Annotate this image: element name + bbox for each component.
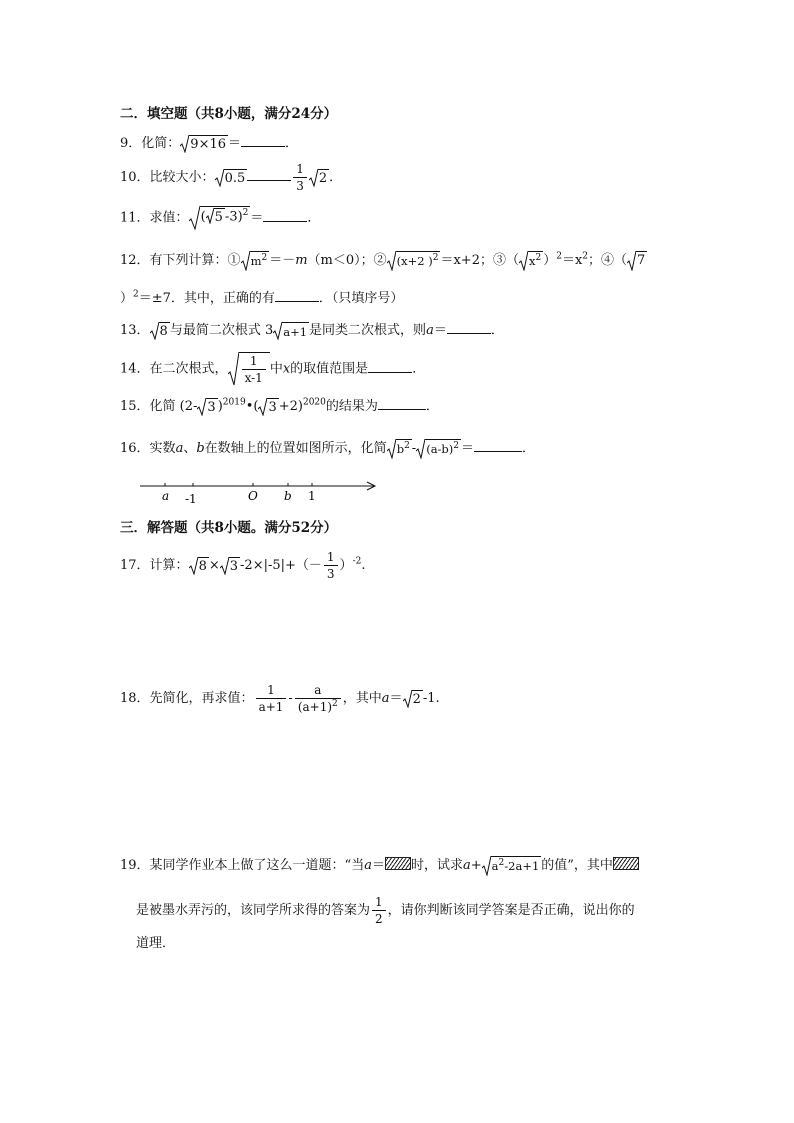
- question-number: 16．: [120, 441, 150, 456]
- equals: ＝: [389, 691, 403, 706]
- number-line: [140, 478, 380, 508]
- radicand: 0.5: [224, 170, 246, 186]
- question-13: [120, 320, 504, 342]
- fraction: [324, 550, 338, 581]
- question-text: 有下列计算：①: [149, 253, 241, 268]
- question-text: 中: [269, 361, 283, 377]
- fraction: [293, 162, 307, 193]
- exponent: -2: [352, 556, 362, 567]
- variable: a: [426, 323, 434, 338]
- separator: 、: [183, 441, 197, 456]
- question-14: [120, 352, 425, 386]
- paren: ）: [339, 558, 353, 573]
- expression: （m＜0）；②: [307, 253, 387, 268]
- answer-blank[interactable]: [275, 289, 319, 302]
- variable: a: [463, 858, 471, 873]
- period: ．: [490, 323, 504, 338]
- radicand: 8: [159, 323, 168, 339]
- question-11: [120, 206, 320, 230]
- expression: +2): [278, 399, 303, 414]
- section-title: 二．填空题（共8小题，满分24分）: [120, 106, 338, 122]
- question-text: 求值：: [149, 210, 189, 226]
- numerator: 1: [375, 895, 383, 909]
- answer-blank[interactable]: [368, 360, 412, 373]
- question-text: 是被墨水弄污的，该同学所求得的答案为: [136, 903, 371, 918]
- period: ．: [412, 361, 426, 377]
- period: ．: [307, 210, 321, 226]
- radicand: $a^2-2a+1$: [491, 856, 542, 876]
- ink-smudge-icon: [385, 857, 411, 870]
- radicand: 5: [214, 210, 223, 225]
- denominator: 2: [372, 910, 386, 926]
- paren: ）: [120, 291, 134, 306]
- question-15: [120, 396, 439, 418]
- question-12-cont: [120, 288, 403, 310]
- question-number: 17．: [120, 558, 150, 573]
- question-number: 18．: [120, 691, 150, 706]
- question-text: 先简化，再求值：: [149, 691, 254, 706]
- exponent: 2: [582, 251, 589, 262]
- expression: ＝x: [561, 253, 583, 268]
- question-number: 10．: [120, 170, 150, 185]
- numerator: 1: [326, 550, 335, 564]
- times: ×: [208, 558, 220, 573]
- period: ．: [329, 170, 343, 185]
- question-text: 的值”，其中: [541, 858, 613, 873]
- expression: ；④（: [588, 253, 628, 268]
- plus: +: [470, 858, 482, 873]
- equals: ＝: [461, 441, 475, 456]
- radicand: 2: [412, 691, 421, 707]
- question-12: 12．有下列计算：① $m^2$ ＝－m（m＜0）；② (x+2 )$^2$ ＝x+2；③（ $x^2$ ）$^2=x^2$；④（ 7: [120, 250, 647, 272]
- radicand: [250, 251, 270, 271]
- question-19-line3: [136, 933, 175, 955]
- variable: x: [528, 253, 536, 268]
- variable: a: [381, 691, 390, 706]
- radical: [258, 398, 278, 416]
- question-text: ，其中: [342, 691, 382, 706]
- radical: [241, 251, 270, 271]
- fraction: [372, 895, 386, 926]
- expression: 化简 (2-: [149, 399, 198, 414]
- exponent: 2: [133, 289, 139, 300]
- equals: ＝: [228, 136, 242, 151]
- question-text: ，请你判断该同学答案是否正确，说出你的: [387, 903, 635, 918]
- question-number: 11．: [120, 210, 150, 226]
- radicand: a+1: [282, 322, 309, 340]
- radical: [228, 352, 270, 386]
- radicand: 9×16: [190, 136, 227, 152]
- radical: [519, 251, 543, 271]
- radical: [197, 398, 217, 416]
- radicand: [200, 206, 251, 230]
- radical: [220, 557, 240, 575]
- denominator: x-1: [242, 369, 266, 385]
- variable: a: [491, 858, 499, 873]
- expression: -2a+1: [504, 858, 540, 873]
- radical: [403, 690, 423, 708]
- exponent: 2019: [222, 397, 246, 408]
- exponent: 2: [332, 699, 338, 709]
- answer-blank[interactable]: [247, 168, 291, 181]
- expression: ＝－: [269, 253, 296, 268]
- radicand: [396, 439, 412, 459]
- label-neg1: -1: [185, 492, 197, 506]
- variable: a: [364, 858, 372, 873]
- denominator: a+1: [256, 698, 287, 714]
- radical: [215, 169, 248, 187]
- question-number: 14．: [120, 361, 150, 377]
- question-19-line2: [136, 895, 635, 926]
- variable: m: [295, 253, 308, 268]
- radical: [309, 169, 329, 187]
- section-title: 三．解答题（共8小题。满分52分）: [120, 520, 338, 536]
- label-origin: O: [248, 489, 258, 503]
- radical: [416, 439, 461, 459]
- question-text: 比较大小：: [149, 170, 215, 185]
- numerator: a: [314, 683, 322, 697]
- question-16: [120, 438, 535, 460]
- radicand: [396, 251, 441, 271]
- variable: m: [250, 253, 262, 268]
- question-text: 计算：: [149, 558, 189, 573]
- variable: x: [282, 361, 291, 377]
- variable: b: [396, 441, 405, 456]
- answer-blank[interactable]: [474, 439, 522, 452]
- exponent: 2: [261, 252, 268, 263]
- question-text: 化简：: [141, 136, 181, 151]
- answer-blank[interactable]: [241, 134, 285, 147]
- label-1: 1: [308, 489, 316, 503]
- radical: [627, 251, 647, 271]
- numerator: 1: [267, 683, 275, 697]
- radicand: 8: [198, 558, 207, 574]
- radicand: 2: [318, 170, 328, 186]
- exponent: 2: [404, 440, 410, 451]
- minus: -: [288, 691, 293, 706]
- question-text: 是同类二次根式，则: [309, 323, 427, 338]
- equals: ＝: [371, 858, 385, 873]
- radical: [150, 322, 170, 340]
- variable: b: [196, 441, 205, 456]
- denominator: 3: [293, 177, 307, 193]
- question-18: [120, 683, 440, 714]
- expression: (a-b): [426, 441, 454, 456]
- radical: [482, 856, 542, 876]
- radical: [273, 322, 309, 340]
- question-text: 的结果为: [325, 399, 378, 414]
- radicand: 3: [268, 399, 277, 415]
- radicand: [528, 251, 543, 271]
- exponent: 2: [432, 252, 439, 263]
- exponent: 2: [242, 208, 249, 219]
- radicand: 3: [207, 399, 216, 415]
- fraction: [242, 354, 266, 385]
- radicand: 7: [636, 251, 647, 271]
- question-text: 道理．: [136, 936, 176, 951]
- answer-blank[interactable]: [378, 397, 426, 410]
- label-a: a: [162, 489, 170, 503]
- exponent: 2: [535, 252, 542, 263]
- radical: [189, 557, 209, 575]
- period: ．: [285, 136, 299, 151]
- radical: [387, 439, 412, 459]
- radical: [189, 206, 251, 230]
- expression: (a+1): [297, 700, 333, 714]
- radicand: 3: [229, 558, 239, 574]
- radicand: [425, 439, 461, 459]
- expression: -3): [224, 209, 243, 225]
- fraction: [256, 683, 287, 714]
- question-text: 时，试求: [410, 858, 463, 873]
- paren: ): [217, 399, 223, 414]
- radical: [180, 135, 228, 153]
- question-text: ．（只填序号）: [318, 291, 404, 306]
- radical: [387, 251, 441, 271]
- period: ．: [425, 399, 439, 414]
- denominator: [295, 698, 341, 714]
- question-text: 在二次根式，: [149, 361, 228, 377]
- question-text: 与最简二次根式 3: [169, 323, 274, 338]
- expression: ＝x+2；③（: [440, 253, 519, 268]
- expression: •(: [245, 399, 259, 414]
- variable: a: [175, 441, 184, 456]
- minus: -: [411, 441, 417, 456]
- expression: -1.: [422, 691, 440, 706]
- question-text: 实数: [149, 441, 176, 456]
- paren: (: [200, 209, 206, 225]
- question-text: 某同学作业本上做了这么一道题：“当: [149, 858, 365, 873]
- question-number: 9．: [120, 136, 142, 151]
- numerator: 1: [296, 162, 304, 176]
- question-text: ＝±7．其中，正确的有: [138, 291, 275, 306]
- numerator: 1: [249, 354, 258, 368]
- period: ．: [522, 441, 536, 456]
- question-9: [120, 133, 298, 155]
- exponent: 2: [556, 251, 562, 262]
- question-10: [120, 162, 342, 193]
- question-19: [120, 855, 639, 877]
- expression: (x+2 ): [396, 253, 433, 268]
- radicand: [239, 352, 270, 386]
- exponent: 2: [453, 440, 460, 451]
- question-text: 的取值范围是: [290, 361, 369, 377]
- exponent: 2020: [302, 397, 326, 408]
- expression: -2×|-5|+（－: [240, 558, 322, 573]
- denominator: 3: [324, 565, 338, 581]
- question-number: 12．: [120, 253, 150, 268]
- radical: [206, 208, 225, 226]
- question-text: 在数轴上的位置如图所示，化简: [204, 441, 387, 456]
- fraction: [295, 683, 341, 714]
- ink-smudge-icon: [613, 857, 639, 870]
- answer-blank[interactable]: [447, 321, 491, 334]
- answer-blank[interactable]: [263, 209, 307, 222]
- equals: ＝: [433, 323, 447, 338]
- label-b: b: [284, 489, 292, 503]
- question-number: 15．: [120, 399, 150, 414]
- question-number: 13．: [120, 323, 150, 338]
- question-number: 19．: [120, 858, 150, 873]
- period: .: [361, 558, 366, 573]
- equals: ＝: [250, 210, 264, 226]
- question-17: [120, 550, 365, 581]
